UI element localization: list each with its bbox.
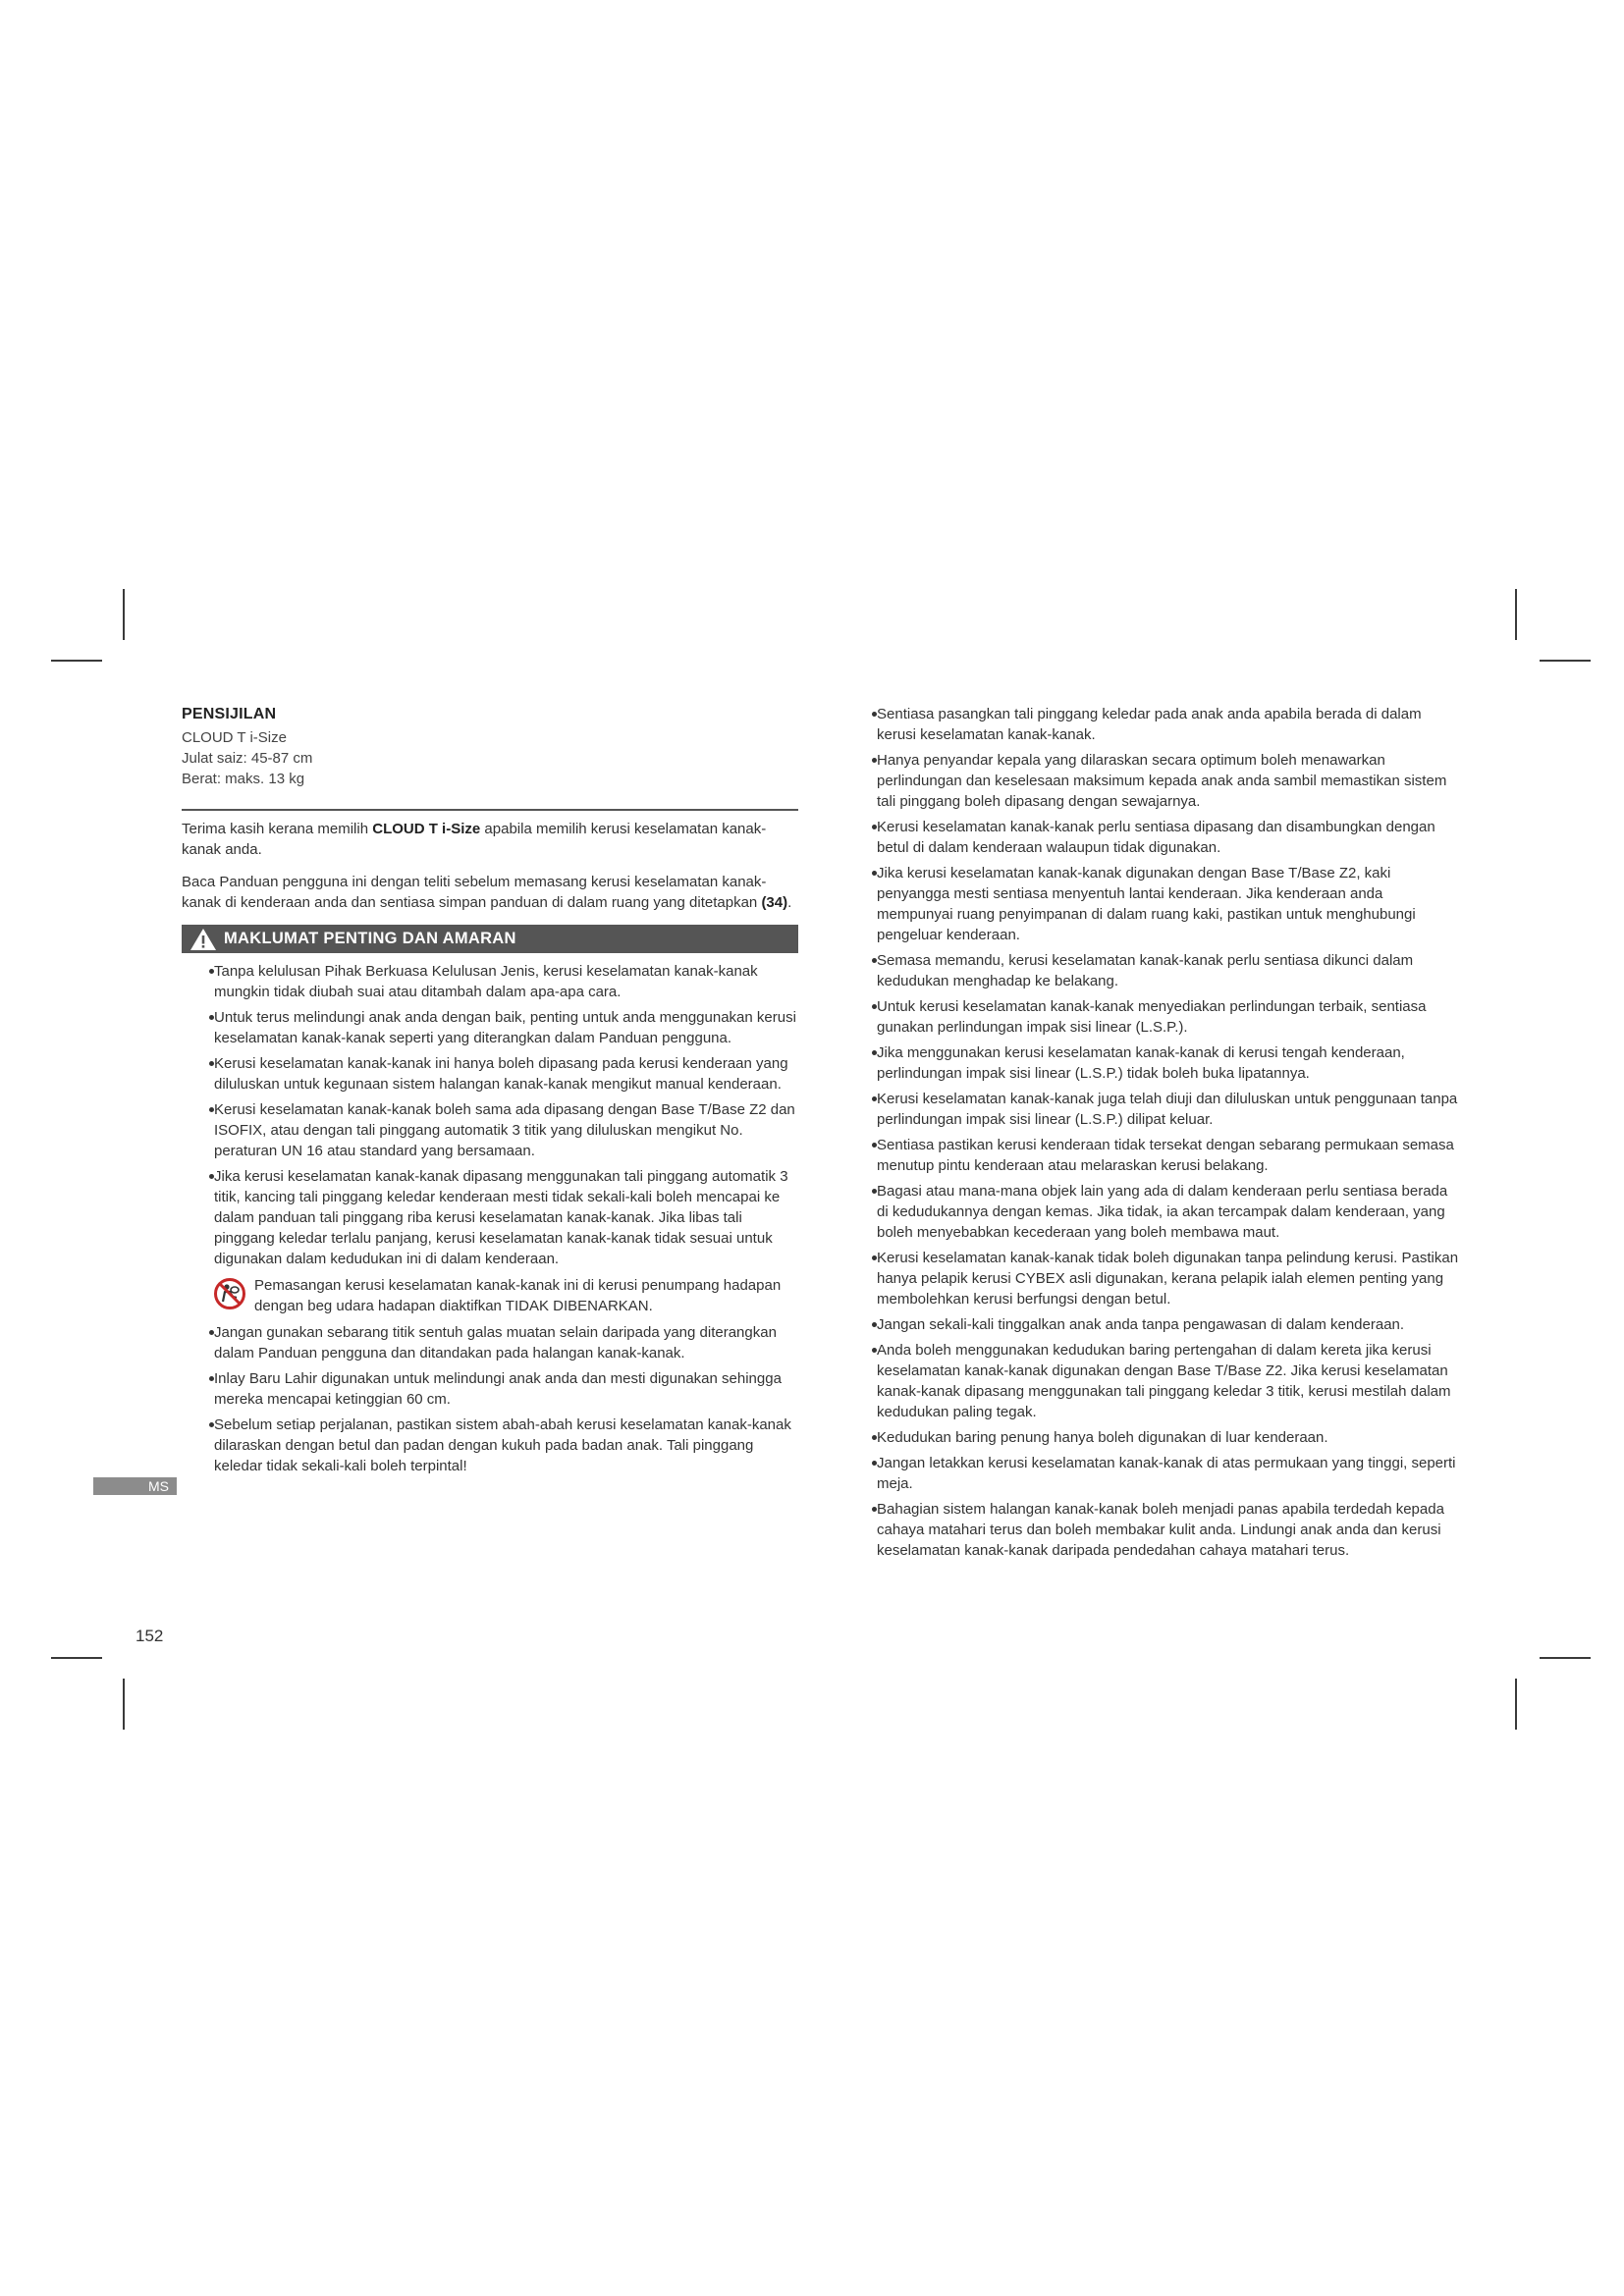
crop-mark	[51, 660, 102, 662]
storage-reference: (34)	[761, 894, 788, 911]
list-item-text: Kerusi keselamatan kanak-kanak tidak boleh digunakan tanpa pelindung kerusi. Pastikan hanya pelapik kerusi CYBEX asli digunakan, kerana pelapik ialah elemen penting yang membolehkan kerusi berfungsi dengan betul.	[877, 1250, 1459, 1308]
warnings-list-right	[869, 704, 1463, 1561]
product-name-bold: CLOUD T i-Size	[372, 821, 481, 837]
bullet	[872, 1004, 877, 1009]
bullet	[209, 969, 214, 974]
list-item	[877, 704, 1463, 745]
list-item	[214, 1415, 798, 1476]
bullet	[872, 758, 877, 763]
list-item-text: Tanpa kelulusan Pihak Berkuasa Kelulusan Jenis, kerusi keselamatan kanak-kanak mungkin tidak diubah suai atau ditambah dalam apa-apa cara.	[214, 963, 758, 1000]
list-item-text: Kerusi keselamatan kanak-kanak ini hanya boleh dipasang pada kerusi kenderaan yang diluluskan untuk kegunaan sistem halangan kanak-kanak mengikut manual kenderaan.	[214, 1055, 788, 1093]
crop-mark	[1515, 1679, 1517, 1730]
crop-mark	[123, 589, 125, 640]
warnings-banner	[182, 925, 798, 953]
divider	[182, 809, 798, 811]
bullet	[872, 1507, 877, 1512]
list-item-text: Kerusi keselamatan kanak-kanak perlu sentiasa dipasang dan disambungkan dengan betul di dalam kenderaan walaupun tidak digunakan.	[877, 819, 1435, 856]
list-item-text: Kedudukan baring penung hanya boleh digunakan di luar kenderaan.	[877, 1429, 1328, 1446]
airbag-warning	[213, 1275, 798, 1316]
bullet	[872, 1255, 877, 1260]
crop-mark	[123, 1679, 125, 1730]
certification-title: PENSIJILAN	[182, 706, 277, 722]
list-item	[214, 1368, 798, 1410]
bullet	[872, 958, 877, 963]
right-column	[869, 704, 1463, 1566]
list-item	[877, 1499, 1463, 1561]
list-item-text: Semasa memandu, kerusi keselamatan kanak-kanak perlu sentiasa dikunci dalam kedudukan menghadap ke belakang.	[877, 952, 1414, 989]
intro-text: apabila memilih kerusi keselamatan kanak-kanak anda.	[182, 821, 767, 858]
airbag-warning-text: Pemasangan kerusi keselamatan kanak-kanak ini di kerusi penumpang hadapan dengan beg udara hadapan diaktifkan TIDAK DIBENARKAN.	[254, 1277, 782, 1314]
size-range: Julat saiz: 45-87 cm	[182, 750, 313, 767]
list-item-text: Kerusi keselamatan kanak-kanak boleh sama ada dipasang dengan Base T/Base Z2 dan ISOFIX, atau dengan tali pinggang automatik 3 titik yang diluluskan mengikut No. peraturan UN 16 atau standard yang bersamaan.	[214, 1101, 795, 1159]
bullet	[872, 1096, 877, 1101]
list-item-text: Untuk terus melindungi anak anda dengan baik, penting untuk anda menggunakan kerusi keselamatan kanak-kanak seperti yang diterangkan dalam Panduan pengguna.	[214, 1009, 796, 1046]
bullet	[872, 871, 877, 876]
list-item	[214, 1166, 798, 1269]
bullet	[872, 1189, 877, 1194]
bullet	[872, 1461, 877, 1466]
bullet	[872, 825, 877, 829]
language-tab: MS	[93, 1477, 177, 1495]
product-name: CLOUD T i-Size	[182, 729, 287, 746]
list-item-text: Jangan gunakan sebarang titik sentuh galas muatan selain daripada yang diterangkan dalam Panduan pengguna dan ditandakan pada halangan kanak-kanak.	[214, 1324, 777, 1362]
intro-text: Terima kasih kerana memilih	[182, 821, 373, 837]
warnings-title: MAKLUMAT PENTING DAN AMARAN	[224, 930, 516, 947]
list-item	[214, 1007, 798, 1048]
list-item	[877, 1089, 1463, 1130]
list-item	[214, 961, 798, 1002]
list-item-text: Hanya penyandar kepala yang dilaraskan secara optimum boleh menawarkan perlindungan dan keselesaan maksimum kepada anak anda sambil memastikan sistem tali pinggang boleh dipasang dengan sewajarnya.	[877, 752, 1447, 810]
bullet	[209, 1061, 214, 1066]
list-item-text: Sebelum setiap perjalanan, pastikan sistem abah-abah kerusi keselamatan kanak-kanak dilaraskan dengan betul dan padan dengan kukuh pada badan anak. Tali pinggang keledar tidak sekali-kali boleh terpintal!	[214, 1416, 791, 1474]
list-item-text: Anda boleh menggunakan kedudukan baring pertengahan di dalam kereta jika kerusi keselamatan kanak-kanak digunakan dengan Base T/Base Z2. Jika kerusi keselamatan kanak-kanak dipasang menggunakan tali pinggang keledar 3 titik, kerusi mestilah dalam kedudukan paling tegak.	[877, 1342, 1451, 1420]
bullet	[872, 1322, 877, 1327]
list-item-text: Kerusi keselamatan kanak-kanak juga telah diuji dan diluluskan untuk penggunaan tanpa perlindungan impak sisi linear (L.S.P.) dilipat keluar.	[877, 1091, 1458, 1128]
list-item	[214, 1322, 798, 1363]
bullet	[872, 1348, 877, 1353]
list-item	[877, 1340, 1463, 1422]
max-weight: Berat: maks. 13 kg	[182, 771, 305, 787]
bullet	[209, 1422, 214, 1427]
list-item-text: Jika kerusi keselamatan kanak-kanak digunakan dengan Base T/Base Z2, kaki penyangga mesti sentiasa menyentuh lantai kenderaan. Jika kenderaan anda mempunyai ruang penyimpanan di dalam ruang kaki, pastikan untuk menghubungi pengeluar kenderaan.	[877, 865, 1416, 943]
list-item	[877, 1314, 1463, 1335]
bullet	[872, 1050, 877, 1055]
left-column	[182, 704, 798, 1481]
bullet	[209, 1376, 214, 1381]
list-item	[877, 863, 1463, 945]
list-item-text: Bahagian sistem halangan kanak-kanak boleh menjadi panas apabila terdedah kepada cahaya matahari terus dan boleh membakar kulit anda. Lindungi anak anda dan kerusi keselamatan kanak-kanak daripada pendedahan cahaya matahari terus.	[877, 1501, 1444, 1559]
list-item	[877, 817, 1463, 858]
bullet	[209, 1330, 214, 1335]
list-item	[877, 996, 1463, 1038]
warning-triangle-icon	[189, 928, 217, 951]
intro-paragraph-2	[182, 872, 798, 913]
list-item	[877, 1427, 1463, 1448]
certification-block	[182, 704, 798, 789]
list-item-text: Untuk kerusi keselamatan kanak-kanak menyediakan perlindungan terbaik, sentiasa gunakan perlindungan impak sisi linear (L.S.P.).	[877, 998, 1427, 1036]
list-item	[877, 1135, 1463, 1176]
list-item	[877, 950, 1463, 991]
crop-mark	[1540, 660, 1591, 662]
list-item	[877, 1453, 1463, 1494]
list-item	[214, 1099, 798, 1161]
bullet	[872, 712, 877, 717]
intro-text: Baca Panduan pengguna ini dengan teliti sebelum memasang kerusi keselamatan kanak-kanak di kenderaan anda dan sentiasa simpan panduan di dalam ruang yang ditetapkan	[182, 874, 767, 911]
no-airbag-icon	[213, 1277, 246, 1310]
bullet	[209, 1174, 214, 1179]
bullet	[209, 1107, 214, 1112]
crop-mark	[1515, 589, 1517, 640]
list-item-text: Sentiasa pasangkan tali pinggang keledar pada anak anda apabila berada di dalam kerusi keselamatan kanak-kanak.	[877, 706, 1422, 743]
bullet	[872, 1435, 877, 1440]
page-number: 152	[135, 1627, 164, 1645]
crop-mark	[51, 1657, 102, 1659]
list-item-text: Jika kerusi keselamatan kanak-kanak dipasang menggunakan tali pinggang automatik 3 titik, kancing tali pinggang keledar kenderaan mesti tidak sekali-kali boleh mencapai ke dalam panduan tali pinggang riba kerusi keselamatan kanak-kanak. Jika libas tali pinggang keledar terlalu panjang, kerusi keselamatan kanak-kanak tidak sesuai untuk digunakan dalam kedudukan ini di dalam kenderaan.	[214, 1168, 788, 1267]
warnings-list-a	[182, 961, 798, 1269]
warnings-list-b	[182, 1322, 798, 1476]
list-item	[877, 1042, 1463, 1084]
list-item	[877, 1181, 1463, 1243]
list-item	[877, 750, 1463, 812]
list-item-text: Bagasi atau mana-mana objek lain yang ada di dalam kenderaan perlu sentiasa berada di kedudukannya dengan kemas. Jika tidak, ia akan tercampak dalam kenderaan, yang boleh menyebabkan kecederaan yang boleh membawa maut.	[877, 1183, 1448, 1241]
list-item-text: Inlay Baru Lahir digunakan untuk melindungi anak anda dan mesti digunakan sehingga mereka mencapai ketinggian 60 cm.	[214, 1370, 782, 1408]
crop-mark	[1540, 1657, 1591, 1659]
intro-paragraph-1	[182, 819, 798, 860]
list-item-text: Sentiasa pastikan kerusi kenderaan tidak tersekat dengan sebarang permukaan semasa menutup pintu kenderaan atau melaraskan kerusi belakang.	[877, 1137, 1454, 1174]
bullet	[872, 1143, 877, 1148]
list-item	[214, 1053, 798, 1095]
intro-text: .	[787, 894, 792, 911]
list-item-text: Jika menggunakan kerusi keselamatan kanak-kanak di kerusi tengah kenderaan, perlindungan impak sisi linear (L.S.P.) tidak boleh buka lipatannya.	[877, 1044, 1405, 1082]
list-item	[877, 1248, 1463, 1309]
bullet	[209, 1015, 214, 1020]
list-item-text: Jangan letakkan kerusi keselamatan kanak-kanak di atas permukaan yang tinggi, seperti meja.	[877, 1455, 1456, 1492]
list-item-text: Jangan sekali-kali tinggalkan anak anda tanpa pengawasan di dalam kenderaan.	[877, 1316, 1405, 1333]
